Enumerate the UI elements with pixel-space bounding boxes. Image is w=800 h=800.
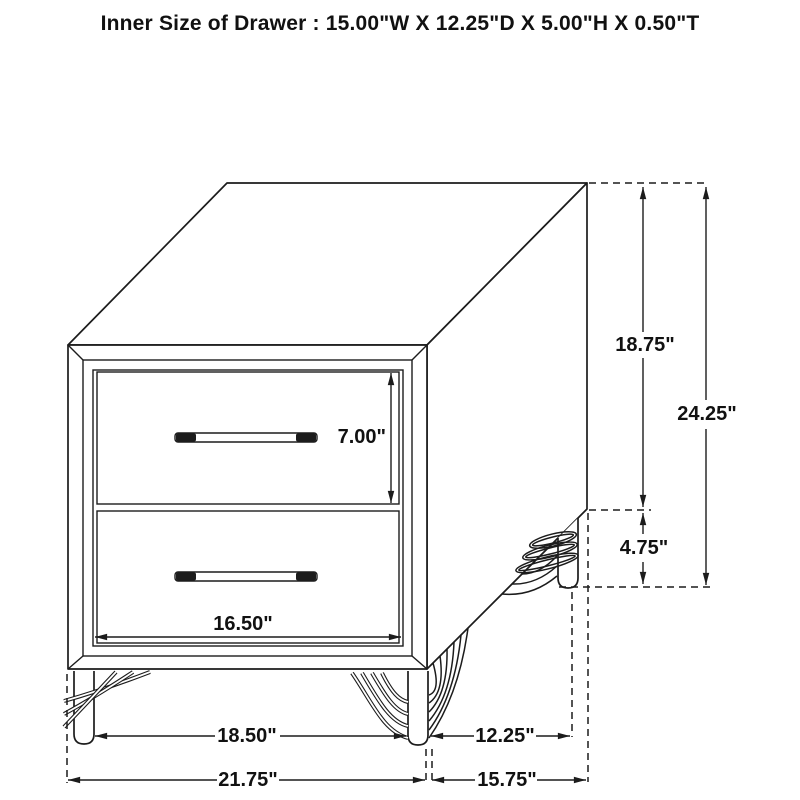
dim-overall-height xyxy=(677,187,737,585)
nightstand xyxy=(64,183,587,745)
dim-overall-depth xyxy=(432,769,586,791)
front-right-leg xyxy=(408,671,428,745)
dim-label-drawer-front-height: 7.00" xyxy=(337,426,386,448)
dim-leg-height xyxy=(620,513,668,584)
dim-label-drawer-front-width: 16.50" xyxy=(213,613,273,635)
dim-leg-span-depth xyxy=(431,725,570,747)
dim-label-body-height: 18.75" xyxy=(615,334,675,356)
page-title: Inner Size of Drawer : 15.00"W X 12.25"D X 5.00"H X 0.50"T xyxy=(100,12,700,35)
dim-label-leg-height: 4.75" xyxy=(619,537,669,559)
dim-label-overall-width: 21.75" xyxy=(218,769,278,791)
dim-label-overall-depth: 15.75" xyxy=(477,769,537,791)
dim-label-leg-span-width: 18.50" xyxy=(217,725,277,747)
dim-overall-width xyxy=(68,769,425,791)
dim-label-overall-height: 24.25" xyxy=(677,403,737,425)
dim-label-leg-span-depth: 12.25" xyxy=(475,725,535,747)
dim-body-height xyxy=(615,187,675,507)
dim-leg-span-width xyxy=(95,725,406,747)
